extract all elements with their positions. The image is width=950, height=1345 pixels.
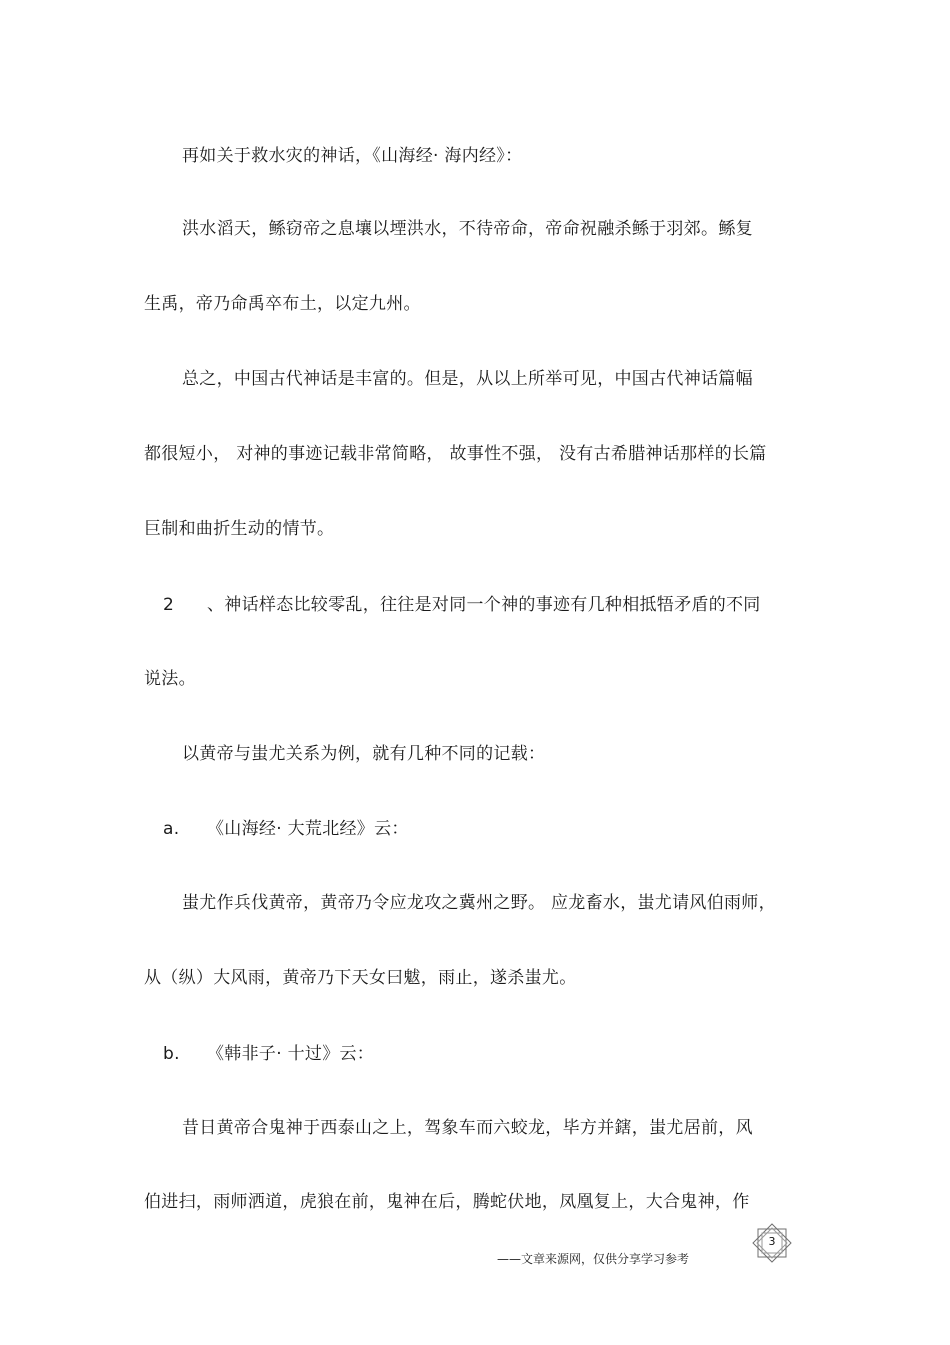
item-text: 《山海经· 大荒北经》云： — [207, 819, 409, 839]
page-number-badge — [748, 1223, 796, 1263]
paragraph-line: 巨制和曲折生动的情节。 — [144, 519, 335, 539]
quote-line: 从（纵）大风雨，黄帝乃下天女曰魃，雨止，遂杀蚩尤。 — [144, 968, 577, 988]
lettered-item — [163, 817, 409, 841]
quote-line: 昔日黄帝合鬼神于西泰山之上，驾象车而六蛟龙，毕方并鎋，蚩尤居前，风 — [182, 1118, 753, 1138]
item-letter: a. — [163, 819, 180, 839]
paragraph-line: 生禹，帝乃命禹卒布土，以定九州。 — [144, 294, 421, 314]
page-number: 3 — [768, 1235, 776, 1248]
item-text: 《韩非子· 十过》云： — [207, 1044, 375, 1064]
paragraph-line: 以黄帝与蚩尤关系为例，就有几种不同的记载： — [182, 744, 546, 764]
item-letter: b. — [163, 1044, 180, 1064]
quote-line: 伯进扫，雨师洒道，虎狼在前，鬼神在后，腾蛇伏地，凤凰复上，大合鬼神，作 — [144, 1192, 750, 1212]
lettered-item — [163, 1042, 374, 1066]
numbered-item — [163, 593, 761, 617]
paragraph-line: 总之，中国古代神话是丰富的。但是，从以上所举可见，中国古代神话篇幅 — [182, 369, 753, 389]
paragraph-line: 再如关于救水灾的神话，《山海经· 海内经》： — [182, 146, 523, 166]
item-number: 2 — [163, 595, 175, 615]
quote-line: 蚩尤作兵伐黄帝，黄帝乃令应龙攻之冀州之野。 应龙畜水，蚩尤请风伯雨师， — [182, 893, 776, 913]
paragraph-line: 说法。 — [144, 669, 196, 689]
footer-source-note: ——文章来源网，仅供分享学习参考 — [497, 1252, 690, 1266]
paragraph-line: 都很短小， 对神的事迹记载非常简略， 故事性不强， 没有古希腊神话那样的长篇 — [144, 444, 767, 464]
paragraph-line: 洪水滔天，鲧窃帝之息壤以堙洪水，不待帝命，帝命祝融杀鲧于羽郊。鲧复 — [182, 219, 753, 239]
item-text: 、神话样态比较零乱，往往是对同一个神的事迹有几种相抵牾矛盾的不同 — [207, 595, 761, 615]
